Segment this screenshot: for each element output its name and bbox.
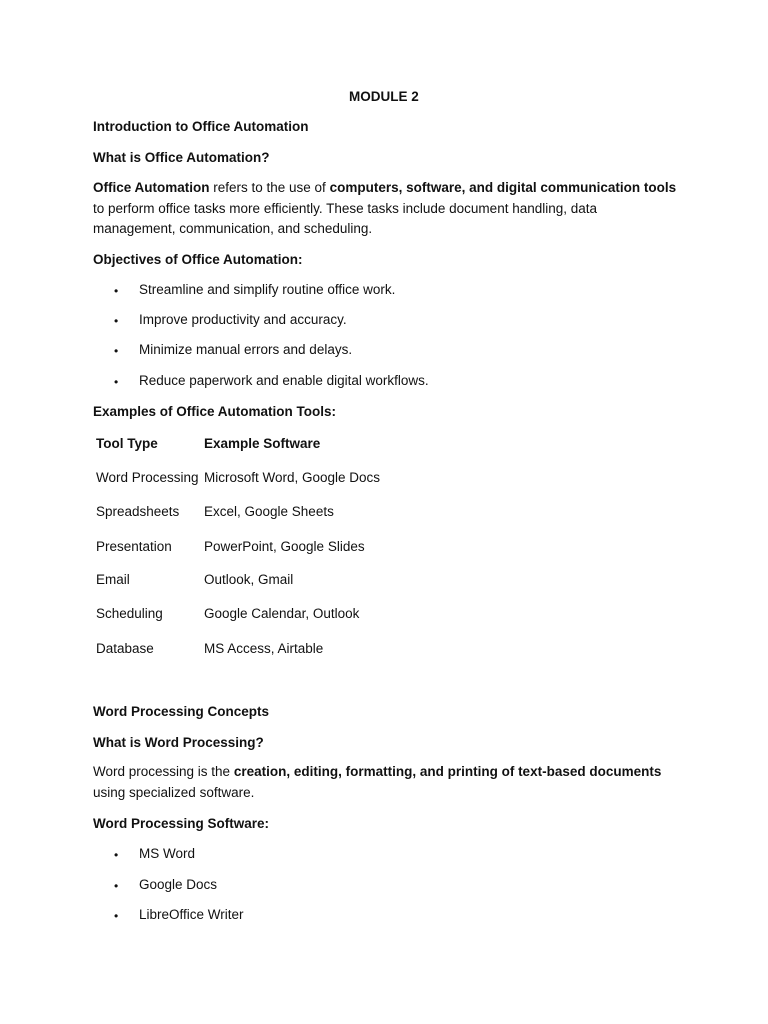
definition-term: Office Automation [93,180,210,195]
office-automation-definition [93,178,683,240]
definition-bold-phrase: computers, software, and digital communication tools [329,180,677,195]
list-item: Minimize manual errors and delays. [139,342,353,357]
objectives-heading: Objectives of Office Automation: [93,252,303,267]
list-item: Google Docs [139,877,218,892]
section-heading-word-processing: Word Processing Concepts [93,704,270,719]
software-heading: Word Processing Software: [93,816,270,831]
list-item: Reduce paperwork and enable digital workflows. [139,373,429,388]
word-processing-definition [93,762,683,803]
list-item: LibreOffice Writer [139,907,244,922]
table-cell-tool-type: Email [96,572,130,587]
table-header-example-software: Example Software [204,436,321,451]
section-heading-office-automation: Introduction to Office Automation [93,119,309,134]
table-cell-software: MS Access, Airtable [204,641,324,656]
bullet-icon: • [114,375,119,389]
definition-text-1: refers to the use of [209,180,330,195]
table-cell-software: Outlook, Gmail [204,572,294,587]
list-item: Improve productivity and accuracy. [139,312,347,327]
bullet-icon: • [114,879,119,893]
table-cell-software: PowerPoint, Google Slides [204,539,365,554]
table-cell-tool-type: Database [96,641,154,656]
bullet-icon: • [114,314,119,328]
definition-text-1: Word processing is the [93,764,234,779]
table-cell-software: Excel, Google Sheets [204,504,334,519]
table-header-tool-type: Tool Type [96,436,158,451]
definition-text-2: using specialized software. [93,784,255,800]
table-cell-software: Google Calendar, Outlook [204,606,360,621]
bullet-icon: • [114,909,119,923]
definition-text-2: to perform office tasks more efficiently. These tasks include document handling, data management, communication, and scheduling. [93,200,598,236]
question-what-is-office-automation: What is Office Automation? [93,150,270,165]
bullet-icon: • [114,848,119,862]
list-item: MS Word [139,846,196,861]
module-title: MODULE 2 [349,89,419,104]
table-cell-software: Microsoft Word, Google Docs [204,470,381,485]
examples-heading: Examples of Office Automation Tools: [93,404,337,419]
table-cell-tool-type: Scheduling [96,606,163,621]
table-cell-tool-type: Spreadsheets [96,504,180,519]
bullet-icon: • [114,284,119,298]
table-cell-tool-type: Presentation [96,539,172,554]
bullet-icon: • [114,344,119,358]
list-item: Streamline and simplify routine office work. [139,282,396,297]
question-what-is-word-processing: What is Word Processing? [93,735,264,750]
table-cell-tool-type: Word Processing [96,470,199,485]
definition-bold-phrase: creation, editing, formatting, and printing of text-based documents [233,764,662,779]
